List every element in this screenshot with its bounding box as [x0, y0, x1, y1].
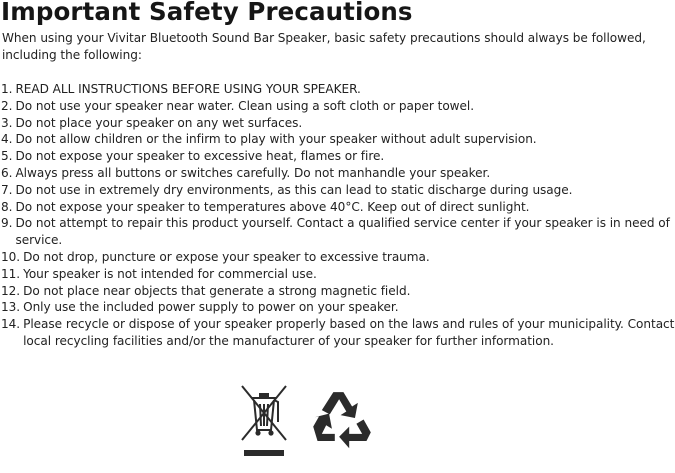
item-text: Do not use your speaker near water. Clean using a soft cloth or paper towel. [15, 98, 475, 113]
item-text: Do not place your speaker on any wet surfaces. [15, 115, 303, 130]
item-number: 6. [1, 165, 13, 180]
item-text: Please recycle or dispose of your speaker properly based on the laws and rules of your municipality. Contact local recycling facilities and/or the manufacturer of your speaker for further information. [23, 317, 675, 348]
precautions-list [0, 81, 675, 350]
item-text: Only use the included power supply to power on your speaker. [23, 300, 399, 315]
page-title: Important Safety Precautions [1, 0, 413, 26]
item-number: 5. [1, 149, 13, 164]
item-number: 10. [1, 249, 21, 264]
list-item [0, 131, 675, 148]
item-number: 9. [1, 216, 13, 231]
item-number: 1. [1, 82, 13, 96]
list-item [0, 81, 675, 98]
list-item [0, 283, 675, 300]
list-item [0, 266, 675, 283]
item-number: 3. [1, 115, 13, 130]
list-item [0, 249, 675, 266]
item-text: Do not place near objects that generate a strong magnetic field. [23, 283, 411, 298]
item-text: Your speaker is not intended for commercial use. [23, 266, 317, 281]
item-number: 7. [1, 182, 13, 197]
list-item [0, 182, 675, 199]
crossed-out-wheelie-bin-icon [240, 382, 288, 456]
list-item [0, 199, 675, 216]
list-item [0, 165, 675, 182]
list-item [0, 148, 675, 165]
item-number: 4. [1, 132, 13, 147]
list-item [0, 98, 675, 115]
item-text: Do not expose your speaker to temperatures above 40°C. Keep out of direct sunlight. [15, 199, 530, 214]
disposal-icons [0, 378, 675, 473]
item-text: Always press all buttons or switches carefully. Do not manhandle your speaker. [15, 165, 491, 180]
list-item [0, 115, 675, 132]
list-item [0, 316, 675, 350]
intro-paragraph: When using your Vivitar Bluetooth Sound Bar Speaker, basic safety precautions should always be followed, including the following: [2, 31, 646, 62]
list-item [0, 299, 675, 316]
item-number: 12. [1, 283, 21, 298]
item-text: Do not allow children or the infirm to play with your speaker without adult supervision. [15, 132, 537, 147]
item-text: Do not attempt to repair this product yourself. Contact a qualified service center if your speaker is in need of service. [15, 216, 670, 248]
item-number: 14. [1, 317, 21, 332]
item-number: 13. [1, 300, 21, 315]
item-number: 2. [1, 98, 13, 113]
item-number: 11. [1, 266, 21, 281]
item-text: READ ALL INSTRUCTIONS BEFORE USING YOUR SPEAKER. [15, 82, 361, 96]
item-text: Do not expose your speaker to excessive heat, flames or fire. [15, 149, 385, 164]
item-number: 8. [1, 199, 13, 214]
recycle-icon [306, 382, 378, 454]
list-item [0, 215, 675, 249]
item-text: Do not use in extremely dry environments, as this can lead to static discharge during usage. [15, 182, 573, 197]
item-text: Do not drop, puncture or expose your speaker to excessive trauma. [23, 249, 430, 264]
